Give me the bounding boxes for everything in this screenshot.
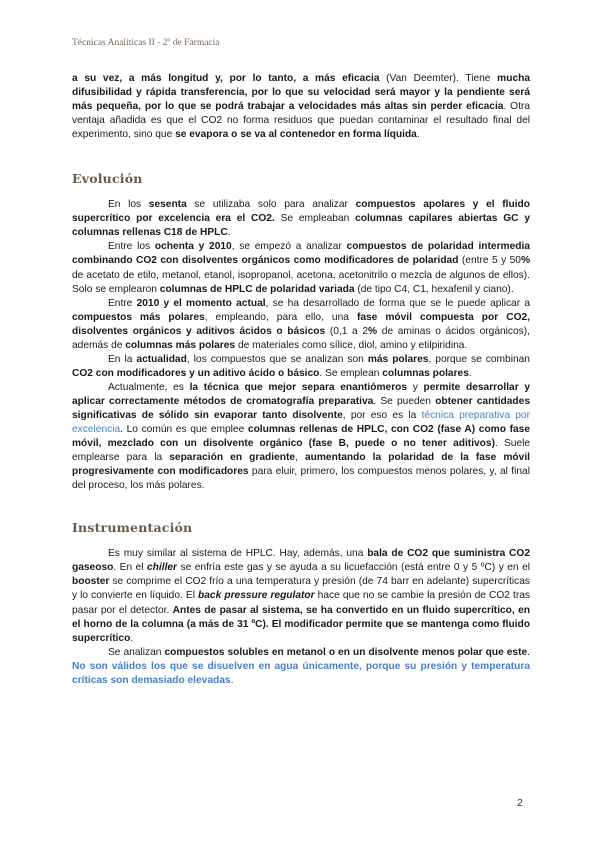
text-span: , se ha desarrollado de forma que se le puede aplicar a	[265, 297, 531, 309]
bold-span: aumentando la polaridad de la fase móvil progresivamente con modificadores	[72, 452, 530, 478]
intro-paragraph	[72, 72, 530, 142]
bold-span: 2010 y el momento actual	[136, 297, 266, 309]
text-span: , porque se combinan	[428, 353, 530, 365]
text-span: , empleando, para ello, una	[204, 311, 357, 323]
evolucion-paragraph-2	[72, 240, 530, 296]
text-span: ,	[295, 452, 305, 464]
bold-span: la técnica que mejor separa enantiómeros	[189, 381, 408, 393]
text-span: se utilizaba solo para analizar	[186, 199, 356, 211]
text-span: . En el	[113, 562, 148, 574]
text-span: . Lo común es que emplee	[120, 424, 248, 436]
text-span: , los compuestos que se analizan son	[186, 353, 368, 365]
instrumentacion-paragraph-2	[72, 646, 530, 688]
bold-italic-span: back pressure regulator	[198, 590, 315, 602]
text-span: (0,1 a 2	[325, 325, 369, 337]
text-span: Se analizan	[108, 646, 165, 658]
bold-span: separación en gradiente	[169, 452, 296, 464]
text-span: En los	[108, 199, 149, 211]
text-span: de materiales como sílice, diol, amino y etilpiridina.	[235, 339, 468, 351]
bold-span: compuestos apolares y el fluido supercrítico por excelencia era el CO2.	[72, 199, 530, 225]
text-span: Entre los	[108, 241, 155, 253]
bold-span: columnas rellenas de HPLC, con CO2 (fase A) como fase móvil, mezclado con un disolvente orgánico (fase B, puede o no tener aditivos)	[72, 424, 530, 450]
text-span: .	[230, 674, 234, 686]
evolucion-paragraph-4	[72, 353, 530, 381]
text-span: . Se pueden	[373, 395, 436, 407]
bold-span: sesenta	[148, 199, 187, 211]
text-span: .	[527, 646, 530, 658]
page-number: 2	[517, 797, 523, 809]
bold-span: columnas capilares abiertas GC y columnas rellenas C18 de HPLC	[72, 213, 530, 239]
evolucion-paragraph-1	[72, 198, 530, 240]
running-header: Técnicas Analíticas II - 2º de Farmacia	[72, 38, 220, 48]
text-span: de acetato de etilo, metanol, etanol, isopropanol, acetona, acetonitrilo o mezcla de algunos de ellos). Solo se emplearon	[72, 269, 530, 295]
text-span: se enfría este gas y se ayuda a su licuefacción (está entre 0 y 5 ºC) y en el	[177, 562, 531, 574]
bold-span: compuestos solubles en metanol o en un disolvente menos polar que este	[164, 646, 528, 658]
bold-span: ochenta y 2010	[154, 241, 232, 253]
evolucion-paragraph-3	[72, 297, 530, 353]
bold-span: columnas de HPLC de polaridad variada	[159, 283, 355, 295]
text-span: y	[407, 381, 424, 393]
text-span: Es muy similar al sistema de HPLC. Hay, además, una	[108, 548, 368, 560]
text-span: Se empleaban	[274, 213, 356, 225]
bold-span: permite desarrollar y aplicar correctamente métodos de cromatografía preparativa	[72, 381, 530, 407]
text-span: (entre 5 y 50	[458, 255, 521, 267]
text-span: En la	[108, 353, 137, 365]
bold-span: columnas polares	[382, 367, 469, 379]
bold-span: compuestos de polaridad intermedia combinando CO2 con disolventes orgánicos como modificadores de polaridad	[72, 241, 530, 267]
evolucion-paragraph-5	[72, 381, 530, 493]
bold-span: columnas más polares	[125, 339, 236, 351]
bold-span: actualidad	[136, 353, 187, 365]
text-span: , se empezó a analizar	[231, 241, 347, 253]
bold-span: obtener cantidades significativas de sólido sin evaporar tanto disolvente	[72, 395, 530, 421]
bold-span: más polares	[367, 353, 429, 365]
bold-span: se evapora o se va al contenedor en forma líquida	[175, 129, 417, 141]
text-span: . Suele emplearse para la	[72, 438, 530, 464]
bold-span: Antes de pasar al sistema, se ha convertido en un fluido supercrítico, en el horno de la columna (a más de 31 ºC). El modificador permite que se mantenga como fluido supercrítico	[72, 604, 530, 644]
bold-span: compuestos más polares	[72, 311, 205, 323]
bold-italic-span: chiller	[147, 562, 178, 574]
text-span: .	[130, 632, 134, 644]
text-span: . Otra ventaja añadida es que el CO2 no forma residuos que puedan contaminar el resultado final del experimento, sino que	[72, 101, 530, 141]
text-span: se comprime el CO2 frío a una temperatura y presión (de 74 barr en adelante) supercríticas y lo convierte en líquido. El	[72, 576, 530, 602]
text-span: para eluir, primero, los compuestos menos polares, y, al final del proceso, los más polares.	[72, 466, 530, 492]
bold-span: bala de CO2 que suministra CO2 gaseoso	[72, 548, 531, 574]
text-span: hace que no se cambie la presión de CO2 tras pasar por el detector.	[72, 590, 530, 616]
bold-span: %	[520, 255, 530, 267]
text-span: (Van Deemter). Tiene	[379, 73, 498, 84]
bold-span: %	[368, 325, 378, 337]
text-span: , por eso es la	[342, 409, 422, 421]
text-span: Actualmente, es	[108, 381, 190, 393]
bold-span: a su vez, a más longitud y, por lo tanto, a más eficacia	[72, 73, 380, 84]
highlight-span: técnica preparativa por excelencia	[72, 409, 530, 436]
text-span: .	[468, 367, 472, 379]
text-span: (de tipo C4, C1, hexafenil y ciano).	[354, 283, 514, 295]
section-heading-evolucion: Evolución	[72, 171, 143, 187]
text-span: .	[416, 129, 420, 141]
text-span: .	[227, 227, 231, 239]
text-span: . Se emplean	[319, 367, 383, 379]
text-span: de aminas o ácidos orgánicos), además de	[72, 325, 530, 351]
bold-span: fase móvil compuesta por CO2, disolventes orgánicos y aditivos ácidos o básicos	[72, 311, 531, 337]
bold-span: booster	[72, 576, 110, 588]
highlight-span: No son válidos los que se disuelven en agua únicamente, porque su presión y temperatura críticas son demasiado elevadas	[72, 660, 530, 686]
document-body	[72, 72, 530, 688]
bold-span: CO2 con modificadores y un aditivo ácido o básico	[72, 367, 320, 379]
text-span: Entre	[108, 297, 137, 309]
instrumentacion-paragraph-1	[72, 547, 530, 645]
bold-span: mucha difusibilidad y rápida transferencia, por lo que su velocidad será mayor y la pendiente será más pequeña, por lo que se podrá trabajar a velocidades más altas sin perder eficacia	[72, 73, 530, 113]
section-heading-instrumentacion: Instrumentación	[72, 520, 193, 536]
